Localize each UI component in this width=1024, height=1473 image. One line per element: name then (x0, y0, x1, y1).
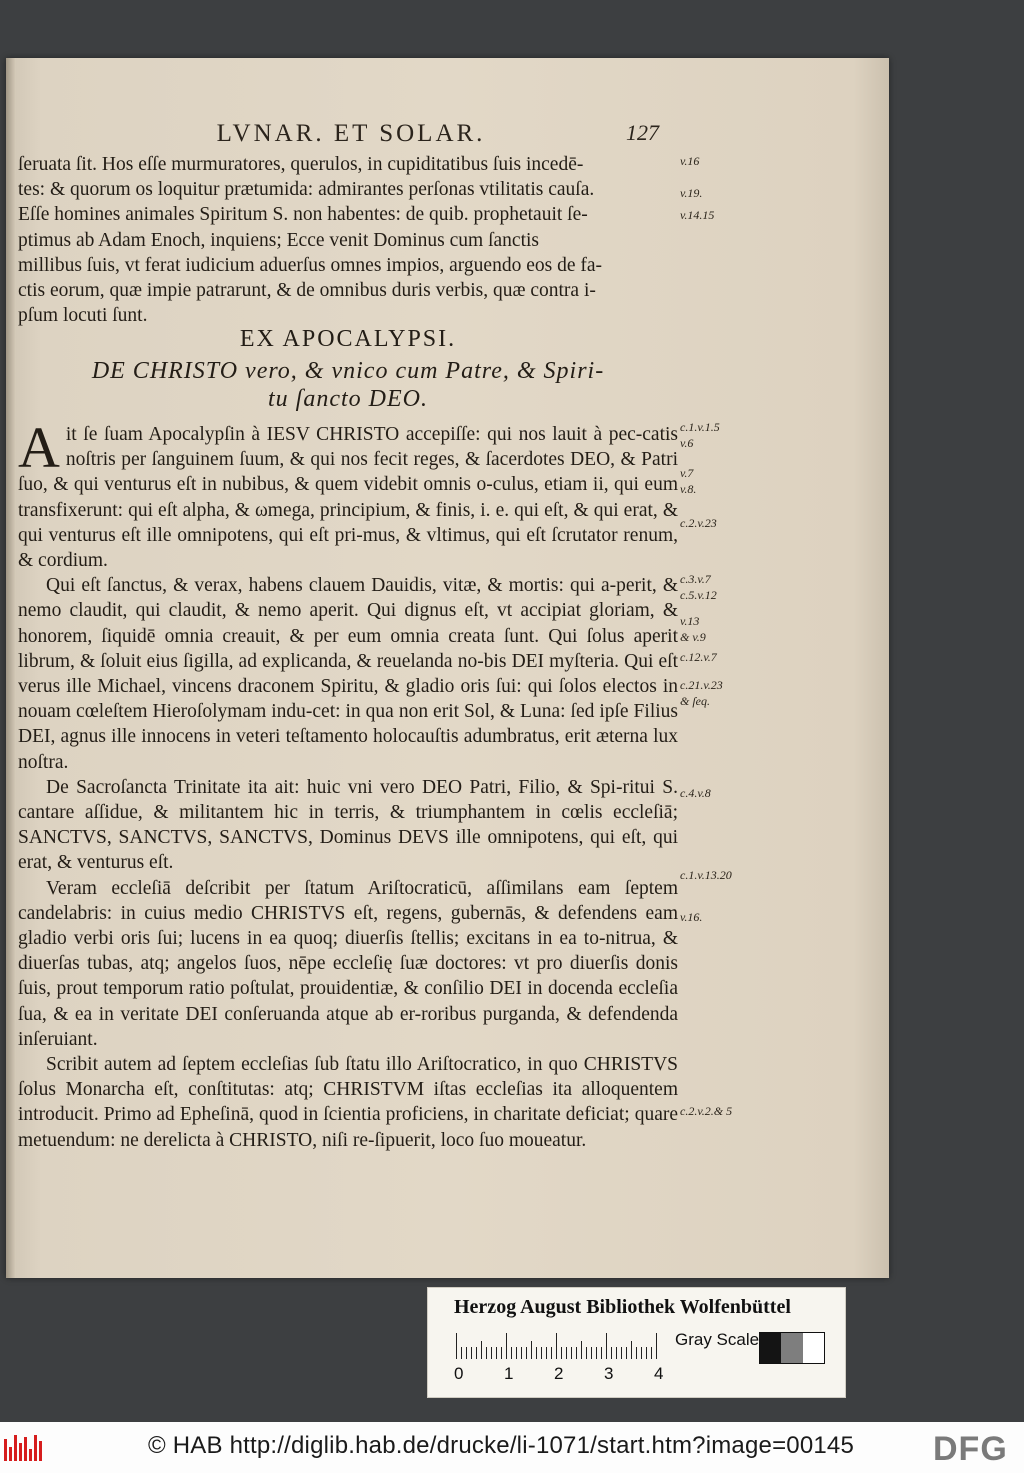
ruler-tick (551, 1347, 552, 1359)
barcode-bar (34, 1435, 37, 1461)
margin-note: c.3.v.7 (680, 572, 711, 586)
margin-note: c.12.v.7 (680, 650, 717, 664)
gray-swatch (803, 1333, 824, 1363)
ruler-tick (571, 1347, 572, 1359)
drop-cap: A (18, 415, 60, 480)
ruler-tick (526, 1347, 527, 1359)
ruler-tick (546, 1347, 547, 1359)
ruler-tick (516, 1347, 517, 1359)
library-name: Herzog August Bibliothek Wolfenbüttel (454, 1296, 791, 1318)
barcode-bar (4, 1439, 7, 1461)
paragraph-text: it ſe ſuam Apocalypſin à IESV CHRISTO accepiſſe: qui nos lauit à pec-catis noſtris per ſanguinem ſuum, & qui nos fecit reges, & ſacerdotes DEO, & Patri ſuo, & qui venturus eſt in nubibus, & quem videbit omnis o-culus, etiam ii, qui eum transfixerunt: qui eſt alpha, & ωmega, principium, & finis, i. e. qui eſt, & qui erat, & qui venturus eſt ille omnipotens, qui eſt pri-mus, & vltimus, qui eſt ſcrutator renum, & cordium. (18, 424, 678, 572)
ruler-tick (511, 1347, 512, 1359)
intro-line: ptimus ab Adam Enoch, inquiens; Ecce venit Dominus cum ſanctis (18, 229, 539, 251)
margin-note: & ſeq. (680, 694, 710, 708)
ruler-tick (586, 1347, 587, 1359)
ruler-tick (566, 1347, 567, 1359)
intro-line: Eſſe homines animales Spiritum S. non habentes: de quib. prophetauit ſe- (18, 204, 588, 226)
intro-line: ſeruata ſit. Hos eſſe murmuratores, querulos, in cupiditatibus ſuis incedē- (18, 154, 584, 175)
paragraph (18, 415, 678, 573)
section-subheading: DE CHRISTO vero, & vnico cum Patre, & Spiri- (91, 358, 605, 384)
barcode-bar (39, 1441, 42, 1461)
ruler-tick (561, 1347, 562, 1359)
intro-line: ctis eorum, quæ impie patrarunt, & de omnibus duris verbis, quæ contra i- (18, 280, 596, 302)
scale-numbers (450, 1364, 680, 1386)
ruler-tick (501, 1347, 502, 1359)
intro-passage (18, 152, 678, 328)
scale-number: 2 (554, 1364, 564, 1383)
margin-note: v.8. (680, 482, 697, 496)
ruler-tick (656, 1333, 657, 1359)
footer-bar (0, 1422, 1024, 1473)
ruler-tick (471, 1347, 472, 1359)
dfg-logo: DFG (933, 1430, 1008, 1468)
scale-number: 1 (504, 1364, 514, 1383)
ruler-tick (536, 1347, 537, 1359)
main-text (18, 415, 678, 1153)
ruler-tick (531, 1341, 532, 1359)
ruler-tick (481, 1341, 482, 1359)
ruler-tick (541, 1347, 542, 1359)
ruler-tick (616, 1347, 617, 1359)
paragraph: Qui eſt ſanctus, & verax, habens clauem Dauidis, vitæ, & mortis: qui a-perit, & nemo claudit, qui claudit, & nemo aperit. Qui dignus eſt, vt accipiat gloriam, & honorem, ſiquidē omnia creauit, & per eum omnia creata ſunt. Qui ſolus aperit librum, & ſoluit eius ſigilla, ad explicanda, & reuelanda no-bis DEI myſteria. Qui eſt verus ille Michael, vincens draconem Spiritu, & gladio oris ſui: qui ſolos electos in nouam cœleſtem Hieroſolymam indu-cet: in qua non erit Sol, & Luna: ſed ipſe Filius DEI, agnus ille innocens in veteri teſtamento holocauſtis adumbratus, erit æterna lux noſtra. (18, 575, 678, 773)
ruler-tick (641, 1347, 642, 1359)
ruler-tick (491, 1347, 492, 1359)
paragraph: De Sacroſancta Trinitate ita ait: huic vni vero DEO Patri, Filio, & Spi-ritui S. cantare aſſidue, & militantem hic in terris, & triumphantem in cœlis eccleſiā; SANCTVS, SANCTVS, SANCTVS, Dominus DEVS ille omnipotens, qui eſt, qui erat, & venturus eſt. (18, 776, 678, 874)
margin-note: c.21.v.23 (680, 678, 723, 692)
margin-note: v.16 (680, 154, 700, 168)
ruler-tick (506, 1333, 507, 1359)
ruler-tick (601, 1347, 602, 1359)
margin-note: c.1.v.1.5 (680, 420, 720, 434)
ruler-tick (631, 1341, 632, 1359)
ruler-tick (636, 1347, 637, 1359)
paragraph: Veram eccleſiā deſcribit per ſtatum Ariſtocraticū, aſſimilans eam ſeptem candelabris: in cuius medio CHRISTVS eſt, regens, gubernās, & defendens eam gladio verbi oris ſui; lucens in ea quoq; diuerſis ſtellis; excitans in ea to-nitrua, & diuerſas tubas, atq; angelos ſuos, nēpe eccleſię ſuæ doctores: vt pro diuerſis donis ſuis, prout temporum ratio poſtulat, prouidentiæ, & conſilio DEI in docenda eccleſia ſua, & ea in veritate DEI conſeruanda atque ab er-roribus purganda, & defendenda inſeruiant. (18, 877, 678, 1050)
section-heading: EX APOCALYPSI. (239, 326, 457, 352)
ruler-tick (596, 1347, 597, 1359)
margin-note: c.2.v.2.& 5 (680, 1104, 733, 1118)
gray-swatch (760, 1333, 781, 1363)
scale-number: 0 (454, 1364, 464, 1383)
margin-note: c.2.v.23 (680, 516, 717, 530)
ruler-tick (461, 1347, 462, 1359)
ruler-tick (576, 1347, 577, 1359)
ruler-tick (626, 1347, 627, 1359)
scale-number: 4 (654, 1364, 664, 1383)
margin-note: v.16. (680, 910, 703, 924)
page-binding-shadow (6, 58, 16, 1278)
gray-swatch (781, 1333, 802, 1363)
hab-logo-icon (4, 1435, 44, 1461)
barcode-bar (29, 1449, 32, 1461)
margin-note: v.14.15 (680, 208, 715, 222)
scale-ruler (456, 1333, 662, 1359)
ruler-tick (476, 1347, 477, 1359)
ruler-tick (646, 1347, 647, 1359)
ruler-tick (621, 1347, 622, 1359)
ruler-tick (611, 1347, 612, 1359)
margin-note: c.1.v.13.20 (680, 868, 732, 882)
barcode-bar (24, 1437, 27, 1461)
barcode-bar (9, 1447, 12, 1461)
ruler-tick (456, 1333, 457, 1359)
ruler-tick (556, 1333, 557, 1359)
ruler-tick (521, 1347, 522, 1359)
gray-scale-label: Gray Scale (675, 1330, 760, 1349)
section-subheading-continued: tu ſancto DEO. (268, 386, 428, 412)
scale-number: 3 (604, 1364, 614, 1383)
gray-scale-swatches (759, 1332, 825, 1364)
margin-note: v.6 (680, 436, 694, 450)
book-page (6, 58, 889, 1278)
margin-note: c.5.v.12 (680, 588, 717, 602)
ruler-tick (486, 1347, 487, 1359)
margin-note: & v.9 (680, 630, 706, 644)
barcode-bar (19, 1443, 22, 1461)
paragraph: Scribit autem ad ſeptem eccleſias ſub ſtatu illo Ariſtocratico, in quo CHRISTVS ſolus Monarcha eſt, conſtitutas: atq; CHRISTVM iſtas eccleſias ita alloquentem introducit. Primo ad Epheſinā, quod in ſcientia proficiens, in charitate deficiat; quare metuendum: ne derelicta à CHRISTO, niſi re-ſipuerit, loco ſuo moueatur. (18, 1054, 678, 1151)
ruler-tick (581, 1341, 582, 1359)
ruler-tick (496, 1347, 497, 1359)
margin-note: v.19. (680, 186, 703, 200)
intro-line: millibus ſuis, vt ferat iudicium aduerſus omnes impios, arguendo eos de fa- (18, 254, 602, 276)
copyright-credit: © HAB http://diglib.hab.de/drucke/li-1071/start.htm?image=00145 (148, 1432, 855, 1459)
running-head-title: LVNAR. ET SOLAR. (216, 120, 486, 147)
ruler-tick (651, 1347, 652, 1359)
intro-line: pſum locuti ſunt. (18, 305, 148, 327)
page-number: 127 (626, 120, 659, 145)
intro-line: tes: & quorum os loquitur prætumida: admirantes perſonas vtilitatis cauſa. (18, 179, 595, 201)
barcode-bar (14, 1435, 17, 1461)
ruler-tick (591, 1347, 592, 1359)
ruler-tick (606, 1333, 607, 1359)
margin-note: c.4.v.8 (680, 786, 711, 800)
margin-note: v.7 (680, 466, 694, 480)
ruler-tick (466, 1347, 467, 1359)
color-scale-card (427, 1287, 846, 1398)
margin-note: v.13 (680, 614, 700, 628)
